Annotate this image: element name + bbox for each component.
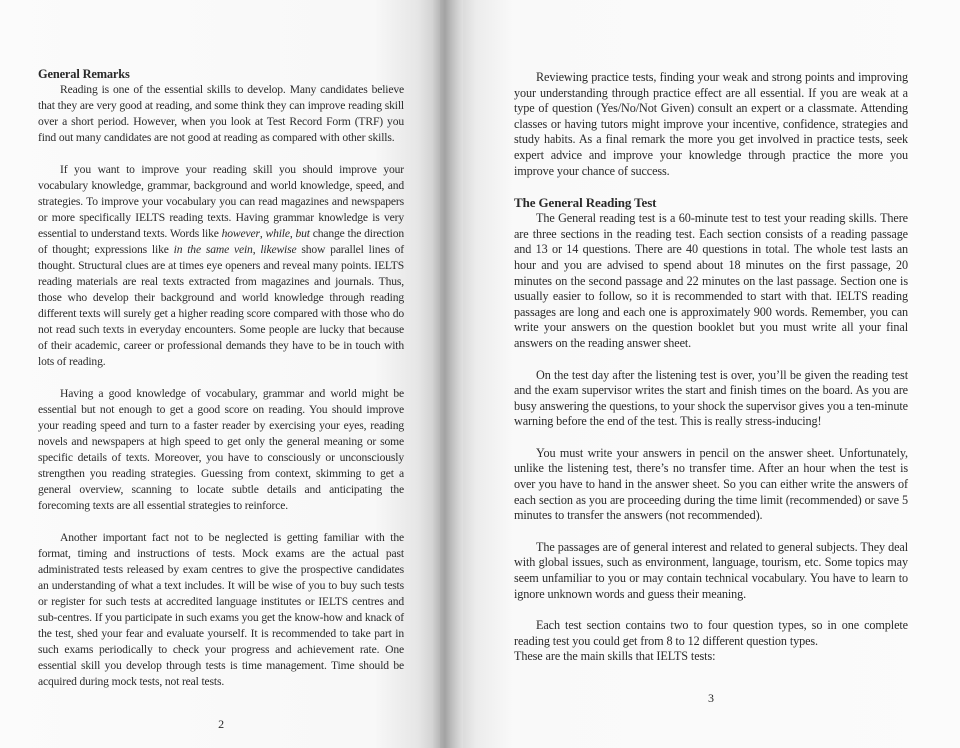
- text: If you want to improve your reading skill you should improve your vocabulary knowledge, grammar, background and world knowledge, speed, and strategies. To improve your vocabulary you can read magazines and newspapers or more specifically IELTS reading texts. Having grammar knowledge is very essential to understand texts. Words like: [38, 163, 404, 240]
- paragraph: You must write your answers in pencil on the answer sheet. Unfortunately, unlike the listening test, there’s no transfer time. After an hour when the test is over you have to hand in the answer sheet. So you can either write the answers of each section as you are proceeding during the time limit (recommended) or save 5 minutes to transfer the answers (not recommended).: [514, 445, 908, 523]
- paragraph: The General reading test is a 60-minute test to test your reading skills. There are three sections in the reading test. Each section consists of a reading passage and 13 or 14 questions. There are 40 questions in total. The whole test lasts an hour and you are advised to spend about 18 minutes on the first passage, 20 minutes on the second passage and 22 minutes on the last passage. Section one is usually easier to follow, so it is recommended to start with that. IELTS reading passages are long and each one is approximately 900 words. Remember, you can write your answers on the question booklet but you must write all your final answers on the reading answer sheet.: [514, 211, 908, 350]
- right-page-text: [514, 70, 908, 707]
- general-remarks-section: [38, 66, 404, 146]
- paragraph-block: [38, 386, 404, 514]
- text: change the direction of thought; expressions like: [38, 227, 404, 256]
- paragraph-block: [514, 446, 908, 524]
- italic-term: but: [295, 227, 310, 240]
- paragraph-block: [514, 70, 908, 179]
- paragraph-block: [514, 618, 908, 665]
- left-page-text: [38, 66, 404, 732]
- paragraph: Reviewing practice tests, finding your weak and strong points and improving your understanding through practice effect are all essential. If you are weak at a type of question (Yes/No/Not Given) consult an expert or a classmate. Attending classes or having tutors might improve your incentive, confidence, strategies and study habits. As a final remark the more you get involved in practice tests, seek expert advice and improve your knowledge through practice the more you improve your chance of success.: [514, 70, 908, 178]
- paragraph: These are the main skills that IELTS tests:: [514, 649, 716, 664]
- left-page: [0, 0, 440, 748]
- paragraph: Having a good knowledge of vocabulary, grammar and world might be essential but not enough to get a good score on reading. You should improve your reading speed and turn to a faster reader by exercising your eyes, reading novels and newspapers at high speed to get only the general meaning or some specific details of texts. Moreover, you have to consciously or unconsciously strengthen you reading strategies. Guessing from context, skimming to get a general overview, scanning to locate subtle details and anticipating the forecoming texts are all essential strategies to reinforce.: [38, 387, 404, 512]
- italic-term: however: [221, 227, 260, 240]
- section-heading: General Remarks: [38, 67, 130, 81]
- paragraph: [38, 162, 404, 370]
- paragraph-block: [38, 162, 404, 370]
- text: ,: [252, 243, 261, 256]
- paragraph-block: [38, 530, 404, 690]
- paragraph-block: [514, 540, 908, 602]
- paragraph-block: [514, 368, 908, 430]
- italic-term: in the same vein: [173, 243, 253, 256]
- section-heading: The General Reading Test: [514, 195, 657, 211]
- text: show parallel lines of thought. Structural clues are at times eye openers and reveal many points. IELTS reading materials are real texts extracted from magazines and journals. Thus, those who develop their background and world knowledge through reading different texts will surely get a higher reading score compared with those who do not read such texts in everyday encounters. Some people are lucky that because of their academic, career or professional demands they have to be in touch with lots of reading.: [38, 243, 405, 368]
- page-number: 3: [708, 691, 714, 705]
- text: ,: [289, 227, 296, 240]
- italic-term: while: [265, 227, 290, 240]
- text: ,: [259, 227, 266, 240]
- right-page: [440, 0, 960, 748]
- page-number: 2: [218, 717, 224, 731]
- paragraph: Each test section contains two to four question types, so in one complete reading test you could get from 8 to 12 different question types.: [514, 618, 908, 648]
- paragraph: The passages are of general interest and related to general subjects. They deal with global issues, such as environment, language, tourism, etc. Some topics may seem unfamiliar to you or may contain technical vocabulary. You have to learn to ignore unknown words and guess their meaning.: [514, 539, 908, 601]
- general-reading-test-section: [514, 195, 908, 351]
- paragraph: Another important fact not to be neglected is getting familiar with the format, timing and instructions of tests. Mock exams are the actual past administrated tests released by exam centres to give the prospective candidates an understanding of what a text includes. It will be wise of you to buy such tests or register for such tests at accredited language institutes or IELTS centres and sub-centres. If you participate in such exams you get the know-how and knack of the test, shed your fear and evaluate yourself. It is recommended to take part in such exams periodically to check your progress and achievement rate. One essential skill you develop through tests is time management. Time should be acquired during mock tests, not real tests.: [38, 531, 404, 688]
- italic-term: likewise: [260, 243, 297, 256]
- paragraph: On the test day after the listening test is over, you’ll be given the reading test and the exam supervisor writes the start and finish times on the board. As you are busy answering the questions, to your shock the supervisor gives you a ten-minute warning before the end of the test. This is really stress-inducing!: [514, 367, 908, 429]
- paragraph: Reading is one of the essential skills to develop. Many candidates believe that they are very good at reading, and some think they can improve reading skill over a short period. However, when you look at Test Record Form (TRF) you find out many candidates are not good at reading as compared with other skills.: [38, 83, 404, 144]
